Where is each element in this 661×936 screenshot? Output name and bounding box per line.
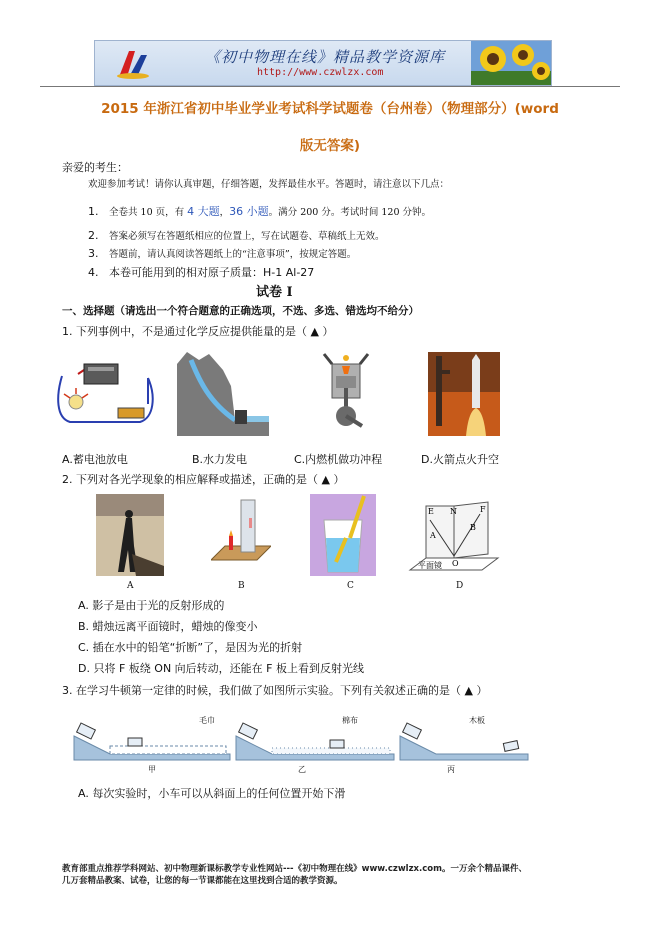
note-text: 本卷可能用到的相对原子质量：H-1 Al-27	[109, 266, 315, 279]
shadow-figure	[96, 494, 164, 576]
fig-d-label-b: B	[470, 523, 476, 532]
fig-d-label-e: E	[428, 507, 434, 516]
header-rule	[40, 86, 620, 87]
surface-label-wood: 木板	[469, 716, 485, 725]
q2-figure-label-d: D	[456, 581, 464, 591]
note-text: 答题前，请认真阅读答题纸上的“注意事项”，按规定答题。	[109, 249, 357, 260]
note-text: ，	[219, 207, 230, 218]
note-text: 。满分 200 分。考试时间 120 分钟。	[268, 207, 432, 218]
q1-option-a: A.蓄电池放电	[62, 453, 128, 466]
fig-d-label-mirror: 平面镜	[418, 561, 442, 570]
q2-option-a: A. 影子是由于光的反射形成的	[78, 599, 225, 612]
surface-label-cotton: 棉布	[342, 716, 358, 725]
site-logo-icon	[115, 47, 151, 81]
question-3-stem: 3. 在学习牛顿第一定律的时候，我们做了如图所示实验。下列有关叙述正确的是（ ▲ ）	[62, 684, 488, 697]
question-1-stem: 1. 下列事例中，不是通过化学反应提供能量的是（ ▲ ）	[62, 325, 334, 338]
ramp-cotton-figure	[232, 708, 402, 766]
q2-option-c: C. 插在水中的铅笔“折断”了，是因为光的折射	[78, 641, 303, 654]
footer-line-2: 几万套精品教案、试卷，让您的每一节课都能在这里找到合适的教学资源。	[62, 876, 343, 887]
engine-figure	[318, 352, 378, 436]
q2-option-b: B. 蜡烛远离平面镜时，蜡烛的像变小	[78, 620, 258, 633]
q2-figure-label-c: C	[347, 581, 354, 591]
panel-label-bing: 丙	[447, 765, 455, 774]
note-highlight: 4 大题	[187, 205, 220, 218]
document-title-line1: 2015 年浙江省初中毕业学业考试科学试题卷（台州卷）（物理部分）(word	[101, 101, 559, 117]
q2-figure-label-b: B	[238, 581, 245, 591]
note-number: 4.	[88, 266, 99, 279]
hydropower-figure	[177, 350, 269, 436]
q1-option-b: B.水力发电	[192, 453, 248, 466]
note-number: 1.	[88, 205, 99, 218]
q2-option-d: D. 只将 F 板绕 ON 向后转动，还能在 F 板上看到反射光线	[78, 662, 364, 675]
q1-option-c: C.内燃机做功冲程	[294, 453, 383, 466]
ramp-wood-figure	[396, 708, 532, 766]
note-text: 全卷共 10 页，有	[109, 207, 188, 218]
mirror-candle-figure	[211, 496, 271, 576]
note-2	[88, 229, 385, 242]
note-3	[88, 247, 356, 260]
note-1	[88, 205, 431, 218]
note-text: 答案必须写在答题纸相应的位置上，写在试题卷、草稿纸上无效。	[109, 231, 385, 242]
banner-url[interactable]: http://www.czwlzx.com	[257, 67, 384, 78]
q3-option-a: A. 每次实验时，小车可以从斜面上的任何位置开始下滑	[78, 787, 346, 800]
surface-label-towel: 毛巾	[199, 716, 215, 725]
q1-option-d: D.火箭点火升空	[421, 453, 499, 466]
panel-label-jia: 甲	[148, 765, 156, 774]
question-2-stem: 2. 下列对各光学现象的相应解释或描述，正确的是（ ▲ ）	[62, 473, 345, 486]
banner-title: 《初中物理在线》精品教学资源库	[205, 48, 446, 66]
fig-d-label-o: O	[452, 559, 459, 568]
note-number: 2.	[88, 229, 99, 242]
note-4	[88, 266, 314, 279]
header-banner	[94, 40, 552, 86]
rocket-launch-figure	[428, 352, 500, 436]
section-heading: 一、选择题（请选出一个符合题意的正确选项，不选、多选、错选均不给分）	[62, 305, 419, 317]
greeting: 亲爱的考生：	[62, 161, 128, 174]
fig-d-label-a: A	[430, 531, 436, 540]
fig-d-label-f: F	[480, 505, 486, 514]
note-number: 3.	[88, 247, 99, 260]
welcome-text: 欢迎参加考试！请你认真审题，仔细答题，发挥最佳水平。答题时，请注意以下几点：	[88, 179, 450, 190]
fig-d-label-n: N	[450, 507, 457, 516]
sunflower-decoration-icon	[471, 41, 551, 86]
footer-line-1: 教育部重点推荐学科网站、初中物理新课标教学专业性网站---《初中物理在线》www.czwlzx.com。一万余个精品课件、	[62, 864, 527, 874]
battery-circuit-figure	[52, 356, 158, 436]
footer-note	[62, 863, 622, 888]
reflection-experiment-figure	[408, 500, 504, 574]
q2-figure-label-a: A	[127, 581, 134, 591]
document-title-line2: 版无答案)	[299, 138, 361, 154]
pencil-in-water-figure	[310, 494, 376, 576]
note-highlight: 36 小题	[229, 205, 269, 218]
section-title: 试卷 I	[256, 285, 293, 300]
panel-label-yi: 乙	[298, 765, 306, 774]
